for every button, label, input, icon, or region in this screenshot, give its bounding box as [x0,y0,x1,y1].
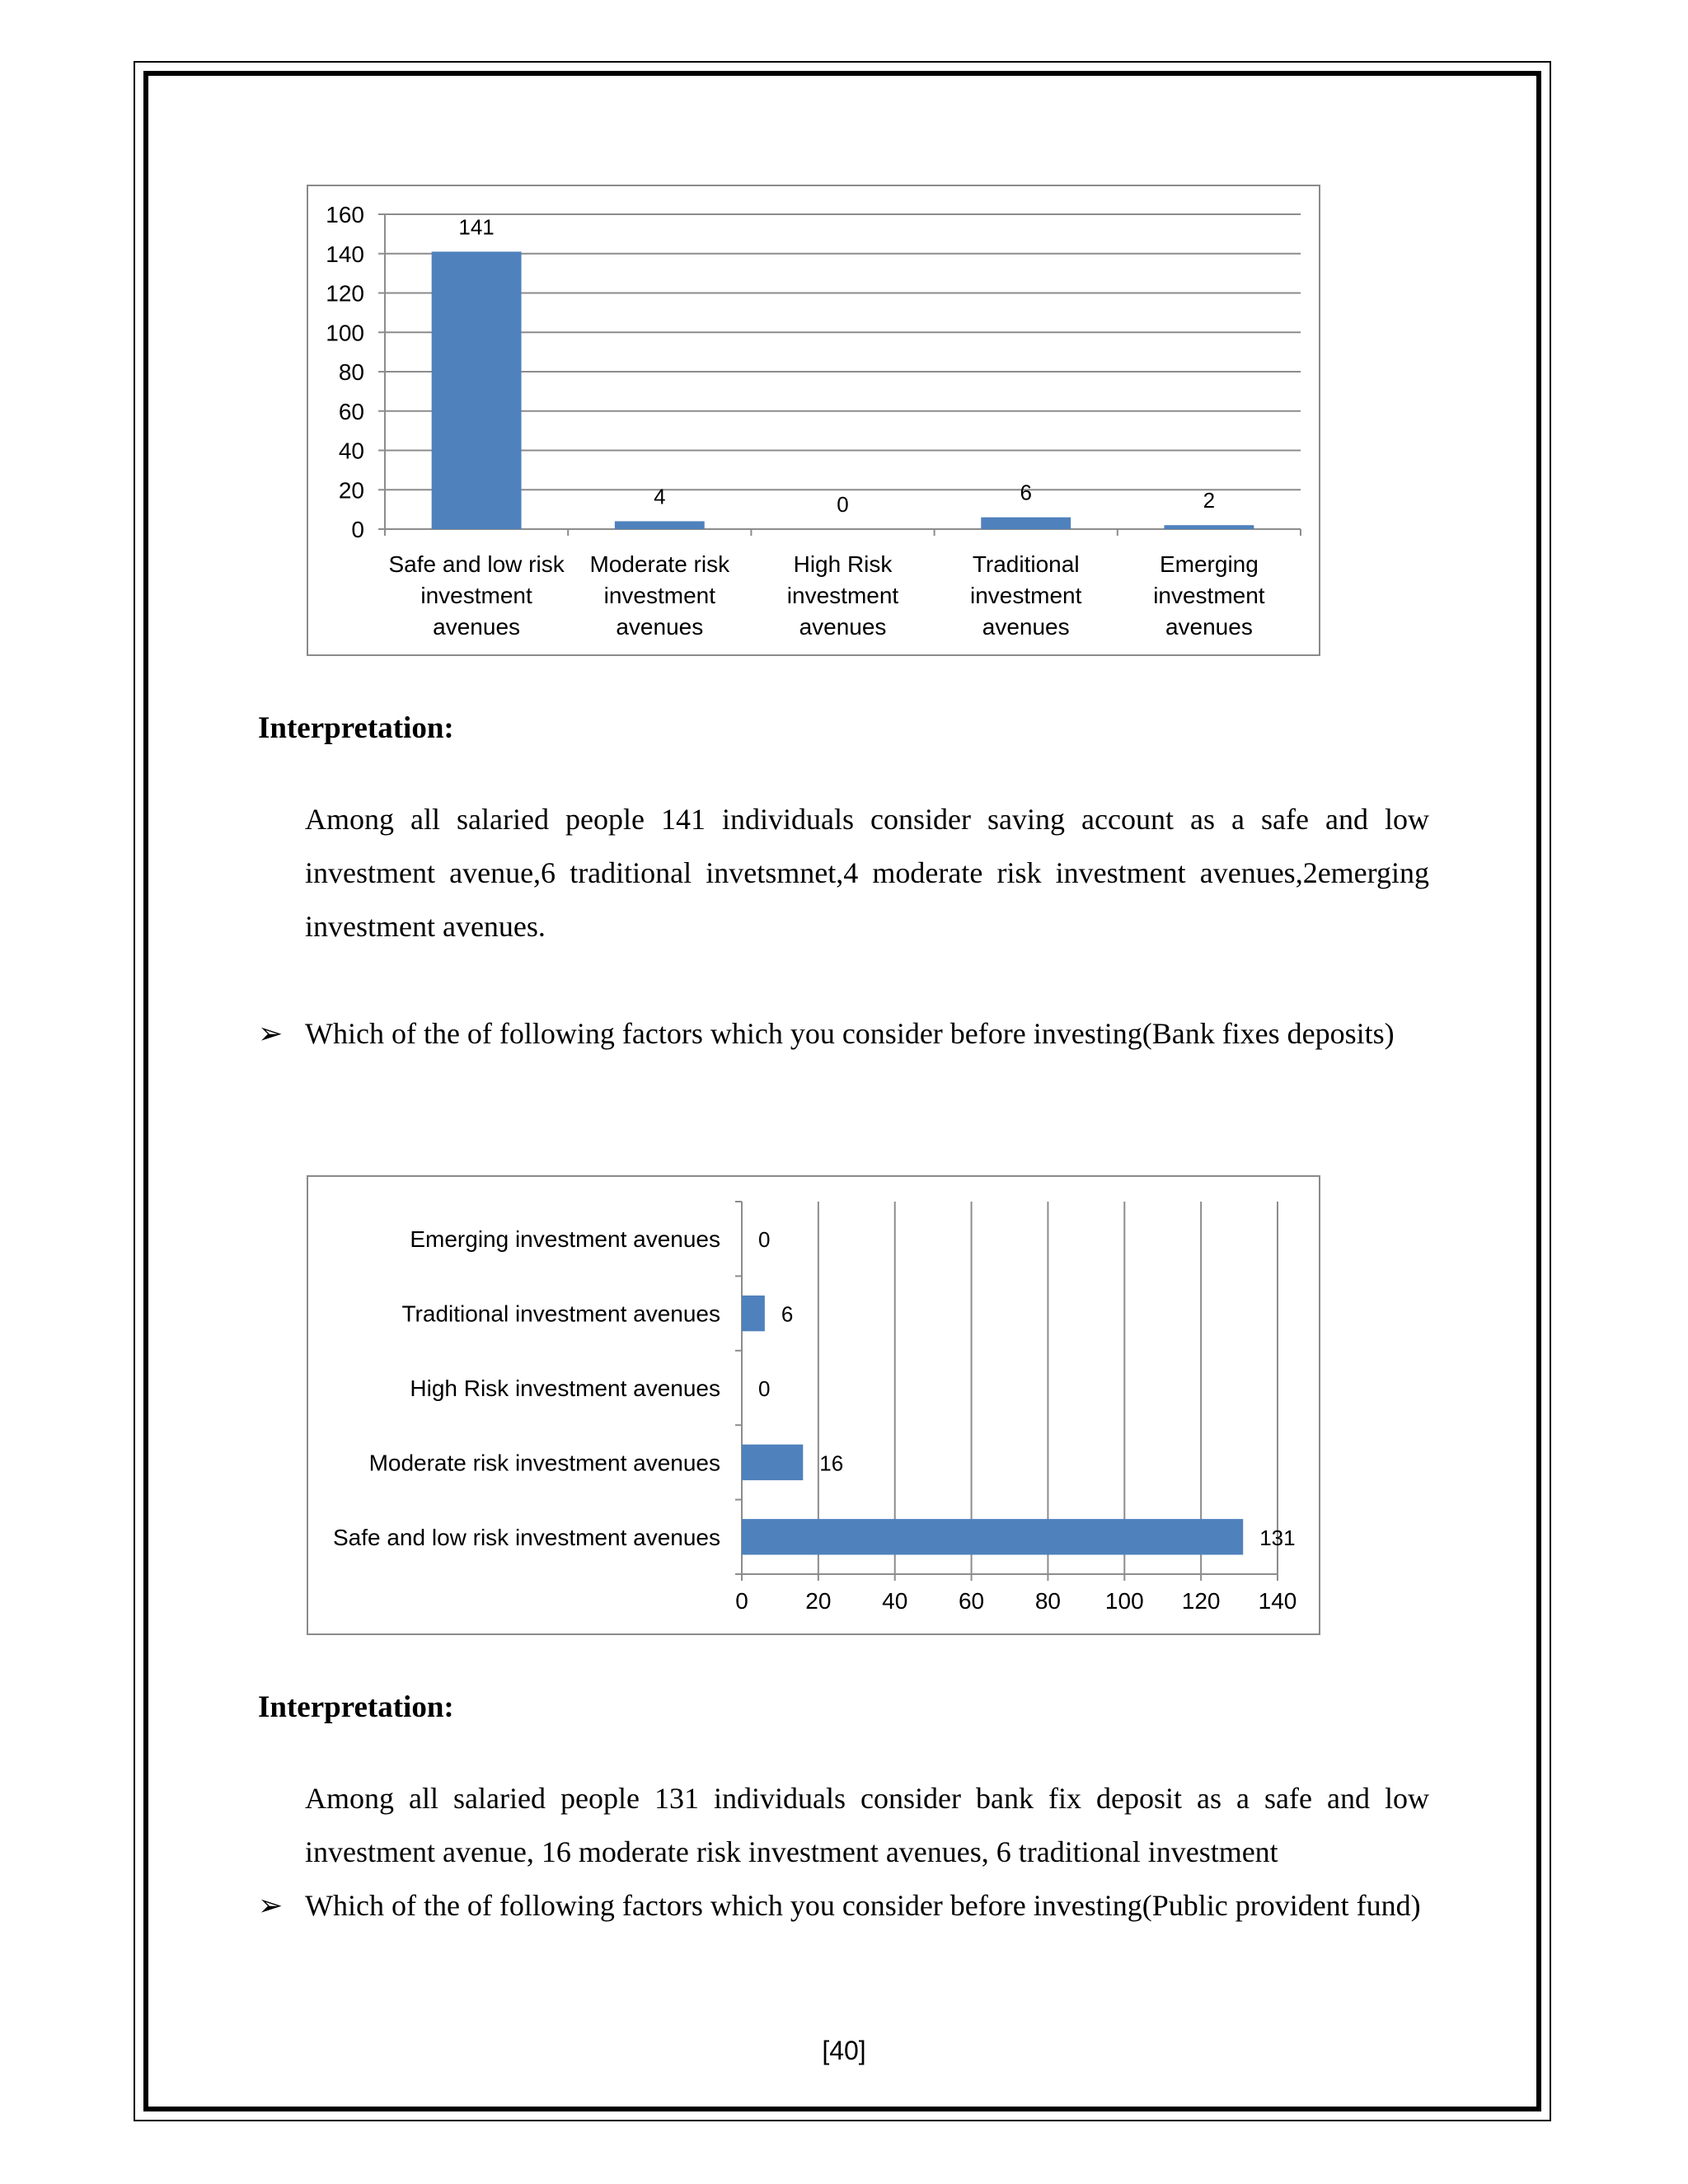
y-tick-label-3: 60 [338,398,364,424]
data-label-3: 16 [819,1451,844,1476]
category-label-0-line-1: investment [420,583,532,608]
y-tick-label-5: 100 [326,320,364,346]
bullet-arrow-icon: ➢ [258,1017,284,1050]
bar-0 [432,251,522,529]
bullet-arrow-icon-2: ➢ [258,1889,284,1922]
data-label-0: 141 [458,214,495,240]
x-tick-label-6: 120 [1181,1588,1221,1614]
interpretation-paragraph-2 [305,1772,1429,1879]
category-label-4-line-0: Emerging [1159,551,1259,577]
chart2-svg [308,1177,1322,1637]
category-label-0-line-0: Safe and low risk [388,551,565,577]
data-label-2: 0 [837,492,849,517]
data-label-1: 4 [654,484,666,509]
interpretation-paragraph-1 [305,793,1429,954]
bar-4 [742,1519,1243,1554]
bar-1 [615,521,705,529]
x-tick-label-2: 40 [882,1588,908,1614]
category-label-2-line-0: High Risk [793,551,893,577]
category-label-1-line-0: Moderate risk [589,551,730,577]
category-label-1: Traditional investment avenues [401,1301,720,1327]
paragraph-1-text: Among all salaried people 141 individuals consider saving account as a safe and low investment avenue,6 traditional invetsmnet,4 moderate risk investment avenues,2emerging investment avenues. [305,803,1429,943]
category-label-4-line-2: avenues [1165,614,1253,640]
chart1-svg [308,186,1322,658]
chart-fixed-deposit-horizontal [307,1175,1320,1635]
y-tick-label-6: 120 [326,280,364,307]
data-label-0: 0 [758,1227,771,1253]
page-number: [40] [822,2036,866,2065]
category-label-4-line-1: investment [1153,583,1265,608]
paragraph-2-line-1: Among all salaried people 131 individuals consider bank fix deposit as a safe and low [305,1782,1429,1815]
bar-4 [1164,525,1254,529]
data-label-4: 2 [1203,488,1216,513]
bar-3 [742,1445,803,1480]
category-label-3: Moderate risk investment avenues [368,1450,720,1476]
interpretation-heading-1: Interpretation: [258,711,454,745]
bar-3 [981,518,1071,529]
x-tick-label-3: 60 [958,1588,985,1614]
chart-safety-perception-vertical [307,185,1320,656]
y-tick-label-7: 140 [326,241,364,267]
category-label-2-line-1: investment [786,583,899,608]
category-label-3-line-1: investment [969,583,1082,608]
category-label-0-line-2: avenues [433,614,521,640]
y-tick-label-0: 0 [351,517,364,542]
x-tick-label-5: 100 [1104,1588,1144,1614]
x-tick-label-1: 20 [805,1588,832,1614]
category-label-3-line-0: Traditional [972,551,1080,577]
data-label-3: 6 [1020,480,1032,505]
bar-1 [742,1296,765,1331]
data-label-1: 6 [781,1301,794,1327]
category-label-4: Safe and low risk investment avenues [332,1524,720,1550]
y-tick-label-4: 80 [338,359,364,385]
x-tick-label-7: 140 [1258,1588,1297,1614]
question-text-1: Which of the of following factors which you consider before investing(Bank fixes deposits) [305,1017,1395,1050]
y-tick-label-1: 20 [338,477,364,504]
category-label-1-line-2: avenues [616,614,704,640]
category-label-2-line-2: avenues [799,614,887,640]
interpretation-heading-2: Interpretation: [258,1690,454,1724]
y-tick-label-8: 160 [326,202,364,227]
data-label-4: 131 [1259,1525,1296,1550]
category-label-0: Emerging investment avenues [410,1226,720,1253]
category-label-1-line-1: investment [603,583,716,608]
question-bullet-1 [258,1007,1429,1061]
y-tick-label-2: 40 [338,438,364,464]
x-tick-label-0: 0 [735,1588,748,1614]
category-label-2: High Risk investment avenues [410,1376,720,1401]
question-text-2: Which of the of following factors which you consider before investing(Public provident fund) [305,1889,1421,1922]
x-tick-label-4: 80 [1034,1588,1062,1614]
category-label-3-line-2: avenues [982,614,1070,640]
data-label-2: 0 [758,1376,771,1401]
paragraph-2-line-2: investment avenue, 16 moderate risk investment avenues, 6 traditional investment [305,1835,1278,1868]
question-bullet-2 [258,1879,1429,1933]
